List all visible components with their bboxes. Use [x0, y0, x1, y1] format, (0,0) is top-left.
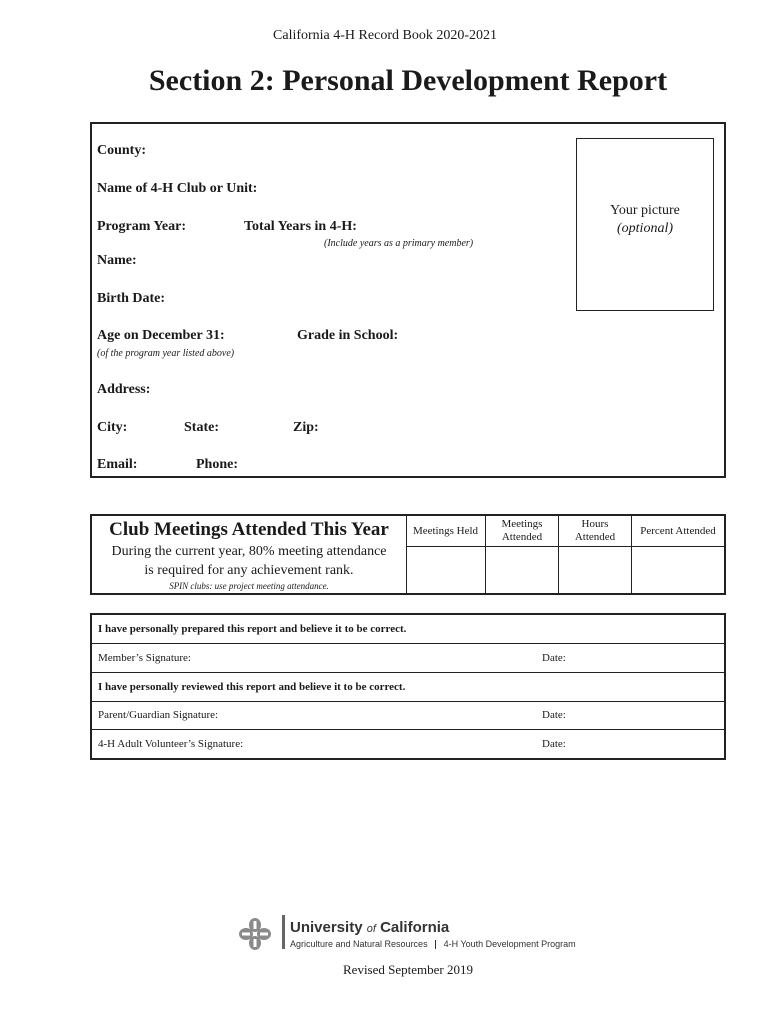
- percent-attended-column: [632, 516, 724, 593]
- birth-date-label: Birth Date:: [97, 291, 166, 306]
- volunteer-date-label: Date:: [542, 738, 566, 750]
- photo-placeholder: [576, 138, 714, 311]
- meetings-description: [92, 516, 407, 593]
- logo-divider: [282, 915, 285, 949]
- photo-label: Your picture: [610, 203, 680, 218]
- parent-signature-row: [92, 701, 724, 730]
- meetings-heading: Club Meetings Attended This Year: [109, 519, 389, 540]
- age-label: Age on December 31:: [97, 328, 225, 343]
- grade-label: Grade in School:: [297, 328, 399, 343]
- logo-division: Agriculture and Natural Resources 4-H Youth Development Program: [290, 939, 576, 949]
- county-label: County:: [97, 143, 147, 158]
- hours-attended-header: Hours Attended: [559, 516, 631, 547]
- total-years-label: Total Years in 4-H:: [244, 219, 357, 234]
- age-note: (of the program year listed above): [97, 348, 235, 359]
- email-label: Email:: [97, 457, 138, 472]
- reviewed-statement-row: [92, 673, 724, 702]
- reviewed-statement: I have personally reviewed this report and believe it to be correct.: [98, 681, 406, 693]
- page-title: Section 2: Personal Development Report: [148, 64, 668, 97]
- meetings-requirement-line1: During the current year, 80% meeting attendance: [111, 544, 387, 559]
- prepared-statement: I have personally prepared this report and believe it to be correct.: [98, 623, 407, 635]
- parent-date-label: Date:: [542, 709, 566, 721]
- logo-org-name: University of California: [290, 919, 450, 936]
- city-label: City:: [97, 420, 128, 435]
- parent-signature-label: Parent/Guardian Signature:: [98, 709, 219, 721]
- photo-optional-label: (optional): [617, 221, 673, 236]
- zip-label: Zip:: [293, 420, 319, 435]
- name-label: Name:: [97, 253, 137, 268]
- meetings-attended-column: [486, 516, 559, 593]
- revised-date-footer: Revised September 2019: [343, 962, 473, 977]
- program-year-label: Program Year:: [97, 219, 187, 234]
- meetings-held-header: Meetings Held: [406, 516, 485, 547]
- club-label: Name of 4-H Club or Unit:: [97, 181, 258, 196]
- clover-icon: [238, 917, 272, 951]
- meetings-requirement-line2: is required for any achievement rank.: [144, 563, 354, 578]
- address-label: Address:: [97, 382, 151, 397]
- meetings-attended-header: Meetings Attended: [486, 516, 558, 547]
- volunteer-signature-label: 4-H Adult Volunteer’s Signature:: [98, 738, 244, 750]
- total-years-note: (Include years as a primary member): [324, 238, 474, 249]
- prepared-statement-row: [92, 615, 724, 644]
- volunteer-signature-row: [92, 730, 724, 758]
- percent-attended-header: Percent Attended: [632, 516, 724, 547]
- phone-label: Phone:: [196, 457, 238, 472]
- meetings-held-column: [406, 516, 486, 593]
- member-signature-label: Member’s Signature:: [98, 652, 191, 664]
- hours-attended-column: [559, 516, 632, 593]
- meetings-spin-note: SPIN clubs: use project meeting attendance.: [169, 581, 329, 591]
- meetings-table: [90, 514, 726, 595]
- document-header: California 4-H Record Book 2020-2021: [273, 28, 497, 43]
- state-label: State:: [184, 420, 219, 435]
- signature-box: [90, 613, 726, 760]
- member-signature-row: [92, 644, 724, 673]
- member-date-label: Date:: [542, 652, 566, 664]
